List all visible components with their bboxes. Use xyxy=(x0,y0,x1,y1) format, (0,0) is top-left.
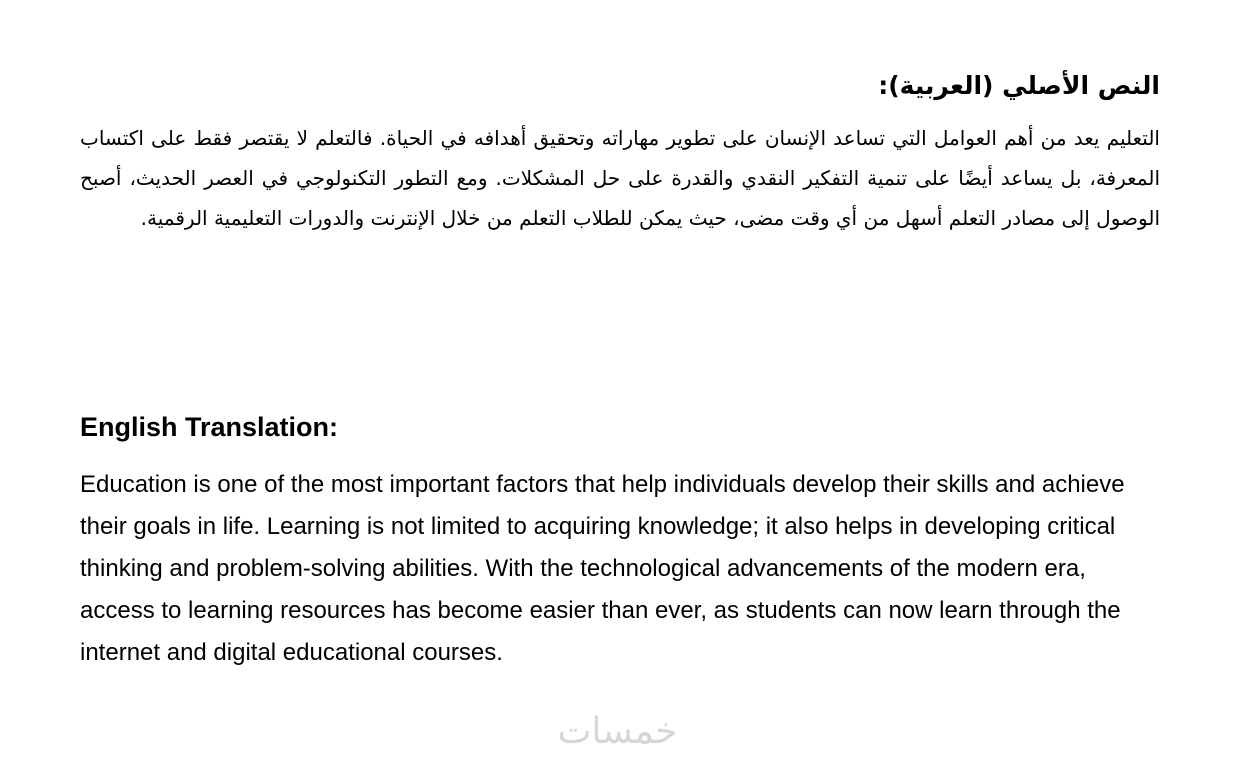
english-paragraph: Education is one of the most important factors that help individuals develop their skills and achieve their goals in life. Learning is not limited to acquiring knowledge; it also helps in developing critical thinking and problem-solving abilities. With the technological advancements of the modern era, access to learning resources has become easier than ever, as students can now learn through the internet and digital educational courses. xyxy=(80,471,1125,666)
arabic-original-section xyxy=(80,66,1160,238)
arabic-paragraph: التعليم يعد من أهم العوامل التي تساعد الإنسان على تطوير مهاراته وتحقيق أهدافه في الحياة. فالتعلم لا يقتصر فقط على اكتساب المعرفة، بل يساعد أيضًا على تنمية التفكير النقدي والقدرة على حل المشكلات. ومع التطور التكنولوجي في العصر الحديث، أصبح الوصول إلى مصادر التعلم أسهل من أي وقت مضى، حيث يمكن للطلاب التعلم من خلال الإنترنت والدورات التعليمية الرقمية. xyxy=(80,126,1160,230)
arabic-heading: النص الأصلي (العربية): xyxy=(878,71,1160,100)
english-heading: English Translation: xyxy=(80,412,339,442)
watermark-logo: خمسات xyxy=(557,711,678,752)
english-translation-section xyxy=(80,408,1165,674)
